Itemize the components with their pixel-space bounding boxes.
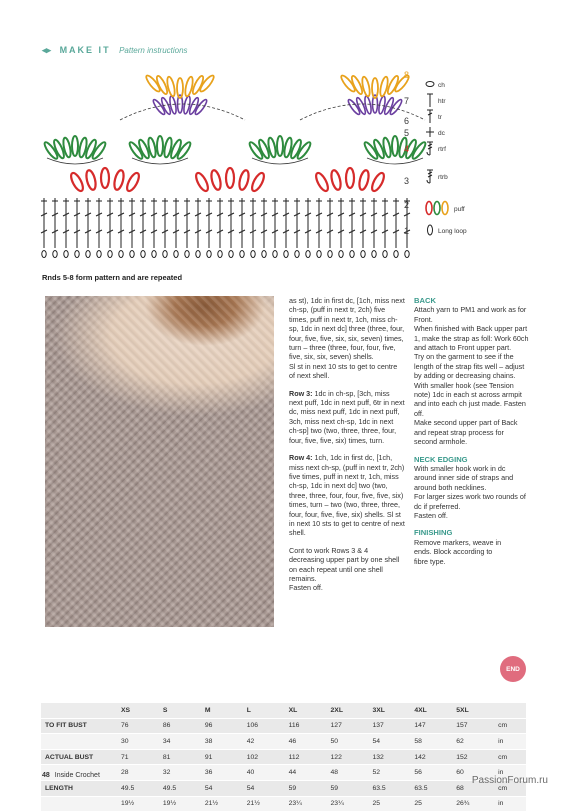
instruction-paragraph: Fasten off.	[289, 583, 323, 593]
round-number: 7	[404, 96, 410, 106]
puff-stitch-row6	[157, 136, 163, 156]
puff-stitch-row5	[314, 171, 330, 192]
puff-stitch-row6	[277, 136, 283, 156]
long-loop-icon	[425, 222, 435, 240]
instruction-paragraph: Sl st in next 10 sts to get to centre of next shell.	[289, 361, 398, 381]
table-cell: 91	[201, 749, 243, 765]
table-cell: 40	[243, 765, 285, 781]
stitch-column	[173, 198, 179, 248]
instruction-paragraph: as st), 1dc in first dc, [1ch, miss next ch-sp, (puff in next tr, 2ch) five times, puff in next tr, 1ch, miss ch-sp, 1dc in next dc] three (three, four, four, five, five, six, six, seven) times, turn – three (three, four, four, five, five, six, six, seven) shells.	[289, 296, 405, 362]
table-cell: 44	[285, 765, 327, 781]
table-cell: 25	[410, 796, 452, 812]
table-cell: 49.5	[159, 780, 201, 796]
puff-stitch-row5	[226, 168, 234, 188]
table-cell: 38	[201, 734, 243, 750]
chain-stitch	[405, 251, 409, 258]
round-number: 5	[404, 128, 410, 138]
chain-stitch	[383, 251, 387, 258]
legend-label: dc	[438, 129, 445, 137]
back-paragraph: Make second upper part of Back and repeat strap process for second armhole.	[414, 418, 518, 447]
table-cell: 19½	[117, 796, 159, 812]
table-cell: 81	[159, 749, 201, 765]
size-header-cell: 4XL	[410, 703, 452, 718]
stitch-column	[283, 198, 289, 248]
chain-stitch	[229, 251, 233, 258]
garment-photo	[45, 296, 274, 627]
chain-stitch	[372, 251, 376, 258]
page-footer	[42, 772, 100, 779]
size-header-cell: XL	[285, 703, 327, 718]
neck-edging-paragraph: With smaller hook work in dc around inner side of straps and around both necklines.	[414, 463, 514, 492]
table-cell: 71	[117, 749, 159, 765]
table-cell: 28	[117, 765, 159, 781]
table-cell: 63.5	[410, 780, 452, 796]
table-cell: cm	[494, 749, 526, 765]
back-paragraph: Try on the garment to see if the length of the strap fits well – adjust by adding or decreasing chains.	[414, 352, 525, 381]
chain-stitch	[130, 251, 134, 258]
instruction-paragraph: Row 4: 1ch, 1dc in first dc, [1ch, miss next ch-sp, (puff in next tr, 2ch) five times, puff in next tr, 1ch, miss ch-sp, 1dc in next dc] two (two, three, three, four, four, five, five, six) times, turn – two (two, three, three, four, four, five, five, six) shells. Sl st in next 10 sts to get to centre of next shell.	[289, 453, 405, 538]
chain-stitch	[207, 251, 211, 258]
back-paragraph: Attach yarn to PM1 and work as for Front.	[414, 305, 527, 324]
chain-stitch	[328, 251, 332, 258]
legend-label: htr	[438, 97, 446, 105]
table-cell: 59	[285, 780, 327, 796]
table-cell: 52	[368, 765, 410, 781]
table-cell: 68	[452, 780, 494, 796]
table-row	[41, 734, 526, 750]
legend-label: rtrf	[438, 145, 446, 153]
table-cell: ACTUAL BUST	[41, 749, 117, 765]
table-cell: 86	[159, 718, 201, 734]
puff-stitch-row5	[358, 169, 371, 190]
chain-stitch	[273, 251, 277, 258]
table-cell: 19½	[159, 796, 201, 812]
chain-stitch	[284, 251, 288, 258]
round-number: 2	[404, 200, 410, 210]
puff-stitch-row5	[69, 171, 85, 192]
table-cell: 147	[410, 718, 452, 734]
table-cell: 58	[410, 734, 452, 750]
chain-stitch	[119, 251, 123, 258]
chain-stitch	[141, 251, 145, 258]
stitch-column	[217, 198, 223, 248]
section-title: MAKE IT	[59, 45, 111, 55]
table-cell: 116	[285, 718, 327, 734]
table-cell	[41, 734, 117, 750]
chain-stitch	[174, 251, 178, 258]
size-header-cell	[494, 703, 526, 718]
chain-stitch	[152, 251, 156, 258]
stitch-column	[74, 198, 80, 248]
chart-caption: Rnds 5-8 form pattern and are repeated	[42, 273, 183, 282]
round-number: 6	[404, 116, 410, 126]
stitch-column	[393, 198, 399, 248]
chain-stitch	[262, 251, 266, 258]
puff-stitch-row5	[330, 169, 343, 190]
table-cell	[41, 796, 117, 812]
chain-stitch	[185, 251, 189, 258]
size-header-cell: XS	[117, 703, 159, 718]
table-cell: 96	[201, 718, 243, 734]
crochet-chart	[30, 58, 440, 270]
table-row	[41, 749, 526, 765]
table-cell: 76	[117, 718, 159, 734]
size-header-cell: S	[159, 703, 201, 718]
stitch-column	[360, 198, 366, 248]
chain-stitch	[317, 251, 321, 258]
size-header-cell: M	[201, 703, 243, 718]
chain-stitch	[97, 251, 101, 258]
table-cell: 26¾	[452, 796, 494, 812]
legend-label: ch	[438, 81, 445, 89]
stitch-column	[316, 198, 322, 248]
puff-stitch-row5	[238, 169, 251, 190]
rtrf-icon	[425, 140, 435, 158]
table-row	[41, 765, 526, 781]
table-cell: 102	[243, 749, 285, 765]
neck-edging-paragraph: For larger sizes work two rounds of dc if preferred.	[414, 492, 526, 511]
table-cell: 62	[452, 734, 494, 750]
chain-stitch	[75, 251, 79, 258]
instruction-paragraph: Row 3: 1dc in ch-sp, [3ch, miss next puff, 1dc in next puff, 6tr in next dc, miss next puff, 1dc in next puff, 3ch, miss next ch-sp, 1dc in next ch-sp] two (two, three, three, four, four, five, five, six) times, turn.	[289, 388, 405, 445]
table-cell: 127	[327, 718, 369, 734]
stitch-column	[52, 198, 58, 248]
page-number: 48	[42, 772, 50, 779]
table-cell: 106	[243, 718, 285, 734]
chain-stitch	[251, 251, 255, 258]
size-header-cell	[41, 703, 117, 718]
back-paragraph: With smaller hook (see Tension note) 1dc in each st across armpit and into each ch just made. Fasten off.	[414, 380, 526, 418]
section-header	[42, 45, 188, 56]
legend-label: puff	[454, 205, 465, 213]
instructions-column-3	[414, 296, 529, 574]
stitch-column	[338, 198, 344, 248]
chain-stitch	[64, 251, 68, 258]
chain-stitch	[163, 251, 167, 258]
stitch-column	[41, 198, 47, 248]
table-cell: 42	[243, 734, 285, 750]
round-number: 3	[404, 176, 410, 186]
size-header-cell: L	[243, 703, 285, 718]
stitch-column	[206, 198, 212, 248]
table-cell: 157	[452, 718, 494, 734]
table-cell: 59	[327, 780, 369, 796]
table-cell: 152	[452, 749, 494, 765]
stitch-column	[239, 198, 245, 248]
instruction-paragraph: Cont to work Rows 3 & 4 decreasing upper part by one shell on each repeat until one shell remains.	[289, 545, 400, 583]
puff-stitch-row5	[113, 169, 126, 190]
legend-label: Long loop	[438, 227, 467, 235]
section-subtitle: Pattern instructions	[119, 46, 188, 55]
stitch-column	[118, 198, 124, 248]
chain-stitch	[196, 251, 200, 258]
table-cell: cm	[494, 780, 526, 796]
chain-stitch	[218, 251, 222, 258]
puff-stitch-row5	[250, 171, 266, 192]
arrows-icon: ◂▸	[42, 45, 52, 55]
table-cell: 132	[368, 749, 410, 765]
stitch-column	[85, 198, 91, 248]
table-cell: 60	[452, 765, 494, 781]
table-cell: 25	[368, 796, 410, 812]
table-cell: 36	[201, 765, 243, 781]
puff-stitch-row6	[72, 136, 78, 156]
size-header-cell: 2XL	[327, 703, 369, 718]
instructions-column-2	[289, 296, 405, 601]
stitch-column	[305, 198, 311, 248]
chain-stitch	[361, 251, 365, 258]
size-header-cell: 3XL	[368, 703, 410, 718]
legend-item	[425, 222, 467, 240]
chain-stitch	[394, 251, 398, 258]
chain-stitch	[86, 251, 90, 258]
stitch-column	[140, 198, 146, 248]
end-badge: END	[500, 656, 526, 682]
table-row	[41, 718, 526, 734]
table-cell: 32	[159, 765, 201, 781]
chain-stitch	[295, 251, 299, 258]
stitch-column	[63, 198, 69, 248]
table-cell: 30	[117, 734, 159, 750]
back-paragraph: When finished with Back upper part 1, make the strap as foll: Work 60ch and attach to Front upper part.	[414, 324, 529, 353]
table-cell: 34	[159, 734, 201, 750]
table-cell: 137	[368, 718, 410, 734]
table-cell: 49.5	[117, 780, 159, 796]
table-cell: 63.5	[368, 780, 410, 796]
table-cell: 56	[410, 765, 452, 781]
stitch-column	[349, 198, 355, 248]
table-cell: in	[494, 734, 526, 750]
stitch-column	[327, 198, 333, 248]
puff-stitch-row5	[125, 171, 141, 192]
table-cell: TO FIT BUST	[41, 718, 117, 734]
table-cell: 54	[201, 780, 243, 796]
chain-stitch	[350, 251, 354, 258]
chain-stitch	[339, 251, 343, 258]
table-cell: 46	[285, 734, 327, 750]
table-cell: LENGTH	[41, 780, 117, 796]
back-heading: BACK	[414, 296, 436, 305]
magazine-name: Inside Crochet	[54, 772, 100, 779]
chain-stitch	[108, 251, 112, 258]
size-header-cell: 5XL	[452, 703, 494, 718]
legend-label: rtrb	[438, 173, 448, 181]
stitch-column	[129, 198, 135, 248]
table-cell: 23¼	[327, 796, 369, 812]
stitch-column	[382, 198, 388, 248]
puff-icon	[425, 200, 451, 218]
table-cell: 112	[285, 749, 327, 765]
legend-label: tr	[438, 113, 442, 121]
chain-stitch	[306, 251, 310, 258]
stitch-column	[162, 198, 168, 248]
stitch-column	[272, 198, 278, 248]
neck-edging-heading: NECK EDGING	[414, 454, 468, 464]
table-cell: cm	[494, 718, 526, 734]
stitch-column	[261, 198, 267, 248]
stitch-column	[371, 198, 377, 248]
legend-item	[425, 200, 465, 218]
table-cell: in	[494, 765, 526, 781]
chain-stitch	[42, 251, 46, 258]
neck-edging-paragraph: Fasten off.	[414, 510, 448, 520]
table-cell: 54	[368, 734, 410, 750]
legend-item	[425, 168, 448, 186]
stitch-column	[184, 198, 190, 248]
table-cell: 21½	[201, 796, 243, 812]
legend-item	[425, 140, 446, 158]
stitch-column	[228, 198, 234, 248]
stitch-column	[151, 198, 157, 248]
puff-stitch-row6	[392, 136, 398, 156]
stitch-column	[96, 198, 102, 248]
stitch-column	[294, 198, 300, 248]
table-cell: 54	[243, 780, 285, 796]
table-cell: 48	[327, 765, 369, 781]
table-cell: 50	[327, 734, 369, 750]
size-table	[41, 703, 526, 812]
stitch-column	[107, 198, 113, 248]
puff-stitch-row5	[101, 168, 109, 188]
round-number: 4	[404, 144, 410, 154]
puff-stitch-row5	[210, 169, 223, 190]
stitch-column	[195, 198, 201, 248]
puff-stitch-row5	[370, 171, 386, 192]
round-number: 8	[404, 70, 410, 80]
table-cell: 21½	[243, 796, 285, 812]
puff-stitch-row5	[346, 168, 354, 188]
table-row	[41, 796, 526, 812]
watermark: PassionForum.ru	[471, 775, 548, 786]
chain-stitch	[53, 251, 57, 258]
puff-stitch-row5	[194, 171, 210, 192]
table-row	[41, 780, 526, 796]
stitch-column	[250, 198, 256, 248]
round-number: 1	[404, 226, 410, 236]
rtrb-icon	[425, 168, 435, 186]
table-cell: in	[494, 796, 526, 812]
finishing-text: Remove markers, weave in ends. Block according to fibre type.	[414, 537, 502, 566]
chain-stitch	[240, 251, 244, 258]
puff-stitch-row5	[85, 169, 98, 190]
table-cell: 23¼	[285, 796, 327, 812]
table-cell: 142	[410, 749, 452, 765]
finishing-heading: FINISHING	[414, 528, 453, 538]
table-cell: 122	[327, 749, 369, 765]
